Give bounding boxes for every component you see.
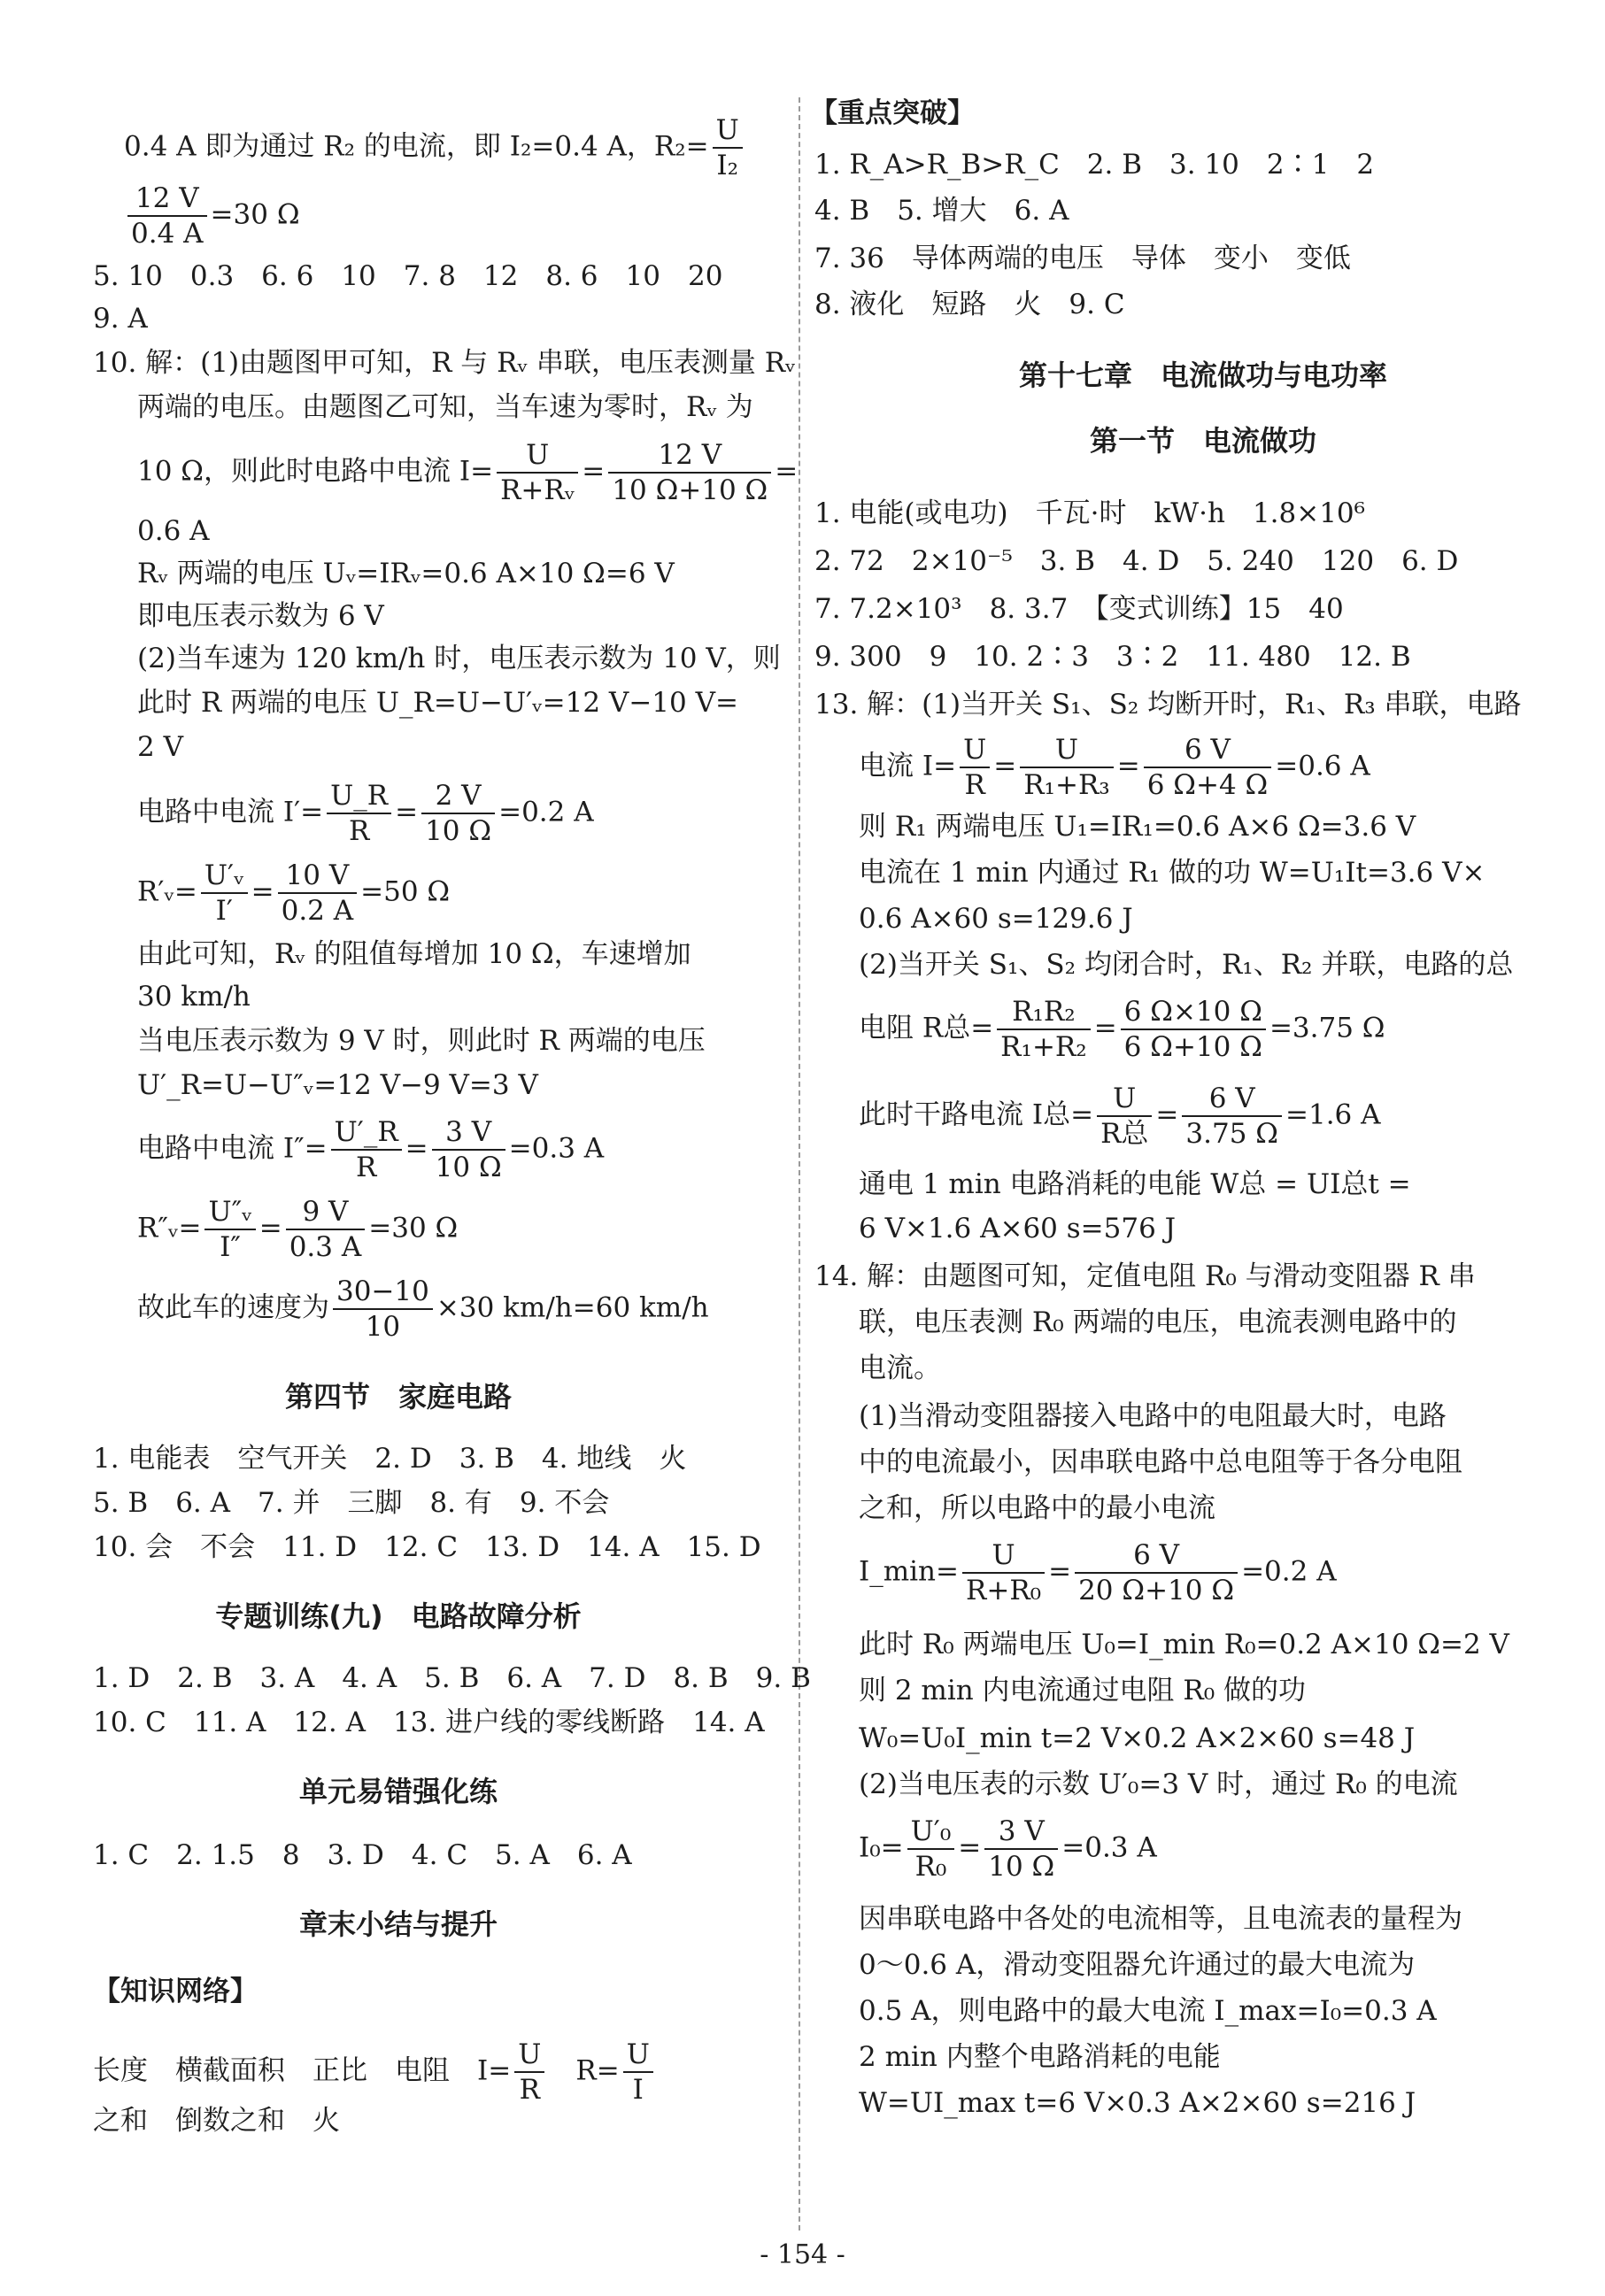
text: 故此车的速度为 (137, 1291, 329, 1324)
denominator: R (348, 815, 370, 847)
answer-line: 电阻 R总= $\frac{\text{R₁R₂}}{\text{R₁+R₂}}$ = $\frac{6 \Omega\times 10 \Omega}{6 \Omega+10 \Omega}$ =3.75 Ω (859, 996, 1385, 1063)
fraction (514, 2038, 544, 2107)
column-divider (799, 97, 800, 2231)
numerator: 12 V (608, 438, 771, 474)
answer-line: 2. 72 2×10⁻⁵ 3. B 4. D 5. 240 120 6. D (814, 545, 1459, 577)
answer-line: 则 2 min 内电流通过电阻 R₀ 做的功 (859, 1675, 1307, 1707)
numerator: U″ᵥ (204, 1195, 255, 1230)
text: R= (575, 2054, 620, 2087)
fraction (1144, 733, 1272, 802)
denominator: R₁+R₃ (1023, 769, 1110, 801)
answer-line: Rᵥ 两端的电压 Uᵥ=IRᵥ=0.6 A×10 Ω=6 V (137, 558, 675, 589)
fraction (713, 113, 743, 182)
answer-line: 0.5 A，则电路中的最大电流 I_max=I₀=0.3 A (859, 1995, 1437, 2027)
answer-line: 10. 解：(1)由题图甲可知，R 与 Rᵥ 串联，电压表测量 Rᵥ (93, 347, 796, 379)
section-heading: 单元易错强化练 (298, 1775, 498, 1808)
denominator: R (355, 1152, 377, 1183)
numerator: U (514, 2038, 544, 2073)
denominator: 10 (365, 1311, 401, 1343)
numerator: 3 V (984, 1814, 1058, 1850)
bracket-heading: 【重点突破】 (810, 97, 975, 129)
denominator: 0.4 A (131, 218, 204, 250)
answer-line: 1. R_A>R_B>R_C 2. B 3. 10 2∶1 2 (814, 149, 1375, 181)
text: =1.6 A (1285, 1098, 1381, 1131)
fraction (984, 1814, 1058, 1884)
answer-line (124, 113, 746, 182)
answer-line: 1. C 2. 1.5 8 3. D 4. C 5. A 6. A (93, 1839, 632, 1871)
page-number: - 154 - (760, 2239, 845, 2270)
answer-line: 此时 R 两端的电压 U_R=U−U′ᵥ=12 V−10 V= (137, 687, 738, 719)
answer-line: 两端的电压。由题图乙可知，当车速为零时，Rᵥ 为 (137, 391, 753, 423)
numerator: U′_R (331, 1115, 402, 1151)
section-heading: 第四节 家庭电路 (284, 1380, 512, 1414)
bracket-heading: 【知识网络】 (93, 1976, 258, 2007)
fraction (1075, 1538, 1238, 1607)
answer-line: 8. 液化 短路 火 9. C (814, 289, 1125, 320)
answer-line: 电流 I= $\frac{U}{R}$ = $\frac{U}{\text{R₁+R₃}}$ = $\frac{6 V}{6 \Omega+4 \Omega}$ =0.6 A (859, 734, 1370, 801)
numerator: U (713, 113, 743, 149)
text: 长度 横截面积 正比 电阻 I= (93, 2054, 512, 2087)
answer-line: 2 min 内整个电路消耗的电能 (859, 2041, 1221, 2073)
denominator: 3.75 Ω (1185, 1118, 1278, 1150)
fraction (997, 995, 1091, 1064)
numerator: U (960, 733, 990, 768)
answer-line: 5. 10 0.3 6. 6 10 7. 8 12 8. 6 10 20 (93, 260, 723, 292)
fraction (421, 779, 495, 848)
fraction (962, 1538, 1045, 1607)
answer-line (124, 181, 300, 250)
fraction (204, 1195, 255, 1264)
answer-line: 14. 解：由题图可知，定值电阻 R₀ 与滑动变阻器 R 串 (814, 1260, 1476, 1292)
answer-line: R″ᵥ= $\frac{\text{U″ᵥ}}{I''}$ = $\frac{9 V}{0.3 A}$ =30 Ω (137, 1196, 459, 1263)
denominator: R₀ (914, 1851, 947, 1883)
answer-line: (2)当开关 S₁、S₂ 均闭合时，R₁、R₂ 并联，电路的总 (859, 949, 1514, 981)
answer-line: 1. D 2. B 3. A 4. A 5. B 6. A 7. D 8. B 9. B (93, 1662, 811, 1694)
numerator: 12 V (127, 181, 207, 217)
text: =0.3 A (1061, 1831, 1157, 1864)
fraction (286, 1195, 366, 1264)
fraction (623, 2038, 653, 2107)
text: =0.6 A (1275, 750, 1370, 782)
fraction (432, 1115, 505, 1184)
denominator: 10 Ω (425, 815, 492, 847)
text: 10 Ω，则此时电路中电流 I= (137, 455, 494, 488)
text: =0.2 A (498, 796, 594, 828)
answer-line: I_min= $\frac{U}{\text{R+R₀}}$ = $\frac{6 V}{20 \Omega+10 \Omega}$ =0.2 A (859, 1539, 1337, 1606)
text: =50 Ω (360, 875, 451, 908)
text: 0.4 A 即为通过 R₂ 的电流，即 I₂=0.4 A，R₂= (124, 130, 709, 163)
text: 电流 I= (859, 750, 957, 782)
answer-line: I₀= $\frac{\text{U′₀}}{\text{R₀}}$ = $\frac{3 V}{10 \Omega}$ =0.3 A (859, 1815, 1157, 1883)
answer-line (93, 2038, 657, 2107)
answer-line: (1)当滑动变阻器接入电路中的电阻最大时，电路 (859, 1400, 1447, 1432)
answer-line (137, 1275, 709, 1344)
fraction (960, 733, 990, 802)
text: R″ᵥ= (137, 1212, 202, 1244)
text: = (775, 455, 799, 488)
answer-line: 电路中电流 I′= $\frac{U\_R}{R}$ = $\frac{2 V}{10 \Omega}$ =0.2 A (137, 780, 594, 847)
fraction (127, 181, 207, 250)
section-heading: 章末小结与提升 (298, 1907, 498, 1941)
answer-line: 中的电流最小，因串联电路中总电阻等于各分电阻 (859, 1446, 1462, 1478)
numerator: U′ᵥ (201, 859, 248, 894)
denominator: R总 (1100, 1118, 1149, 1150)
answer-line: W=UI_max t=6 V×0.3 A×2×60 s=216 J (859, 2087, 1416, 2119)
answer-line: 4. B 5. 增大 6. A (814, 195, 1069, 227)
answer-line: 此时 R₀ 两端电压 U₀=I_min R₀=0.2 A×10 Ω=2 V (859, 1629, 1509, 1660)
answer-line: (2)当电压表的示数 U′₀=3 V 时，通过 R₀ 的电流 (859, 1768, 1458, 1800)
numerator: U′₀ (907, 1814, 955, 1850)
chapter-heading: 第十七章 电流做功与电功率 (1018, 358, 1387, 392)
answer-line: 1. 电能(或电功) 千瓦·时 kW·h 1.8×10⁶ (814, 497, 1366, 529)
denominator: I (632, 2074, 644, 2106)
answer-line: 当电压表示数为 9 V 时，则此时 R 两端的电压 (137, 1025, 706, 1057)
answer-line: 30 km/h (137, 981, 251, 1013)
answer-line: 此时干路电流 I总= $\frac{U}{\text{R总}}$ = $\frac{6 V}{3.75 \Omega}$ =1.6 A (859, 1083, 1381, 1150)
fraction (333, 1275, 433, 1344)
answer-line: 9. A (93, 303, 148, 335)
fraction (201, 859, 248, 928)
text: =0.3 A (508, 1132, 605, 1165)
fraction (331, 1115, 402, 1184)
answer-line: 5. B 6. A 7. 并 三脚 8. 有 9. 不会 (93, 1487, 610, 1519)
denominator: I₂ (716, 150, 739, 181)
answer-line: 由此可知，Rᵥ 的阻值每增加 10 Ω，车速增加 (137, 938, 691, 970)
answer-line: R′ᵥ= $\frac{\text{U′ᵥ}}{I'}$ = $\frac{10 V}{0.2 A}$ =50 Ω (137, 859, 451, 927)
answer-line: 6 V×1.6 A×60 s=576 J (859, 1213, 1177, 1244)
denominator: R (519, 2074, 540, 2106)
fraction (1097, 1082, 1152, 1151)
numerator: U (962, 1538, 1045, 1574)
denominator: R (964, 769, 985, 801)
numerator: 30−10 (333, 1275, 433, 1310)
answer-line: 联，电压表测 R₀ 两端的电压，电流表测电路中的 (859, 1306, 1457, 1338)
denominator: 0.2 A (281, 895, 354, 927)
text: 电路中电流 I′= (137, 796, 324, 828)
numerator: U (1020, 733, 1114, 768)
numerator: 6 Ω×10 Ω (1121, 995, 1266, 1030)
denominator: 20 Ω+10 Ω (1078, 1575, 1235, 1606)
text: 电路中电流 I″= (137, 1132, 328, 1165)
text: ×30 km/h=60 km/h (436, 1291, 709, 1324)
denominator: I′ (215, 895, 233, 927)
numerator: 9 V (286, 1195, 366, 1230)
denominator: R₁+R₂ (1000, 1031, 1087, 1063)
denominator: 0.3 A (289, 1231, 362, 1263)
fraction (907, 1814, 955, 1884)
answer-line: 1. 电能表 空气开关 2. D 3. B 4. 地线 火 (93, 1443, 687, 1475)
answer-line: 10. 会 不会 11. D 12. C 13. D 14. A 15. D (93, 1531, 761, 1563)
denominator: 10 Ω (435, 1152, 502, 1183)
answer-line: 通电 1 min 电路消耗的电能 W总 = UI总t = (859, 1168, 1411, 1200)
numerator: U_R (327, 779, 391, 814)
answer-line: 电流。 (859, 1352, 941, 1384)
answer-line: 7. 36 导体两端的电压 导体 变小 变低 (814, 243, 1351, 274)
answer-line: 0～0.6 A，滑动变阻器允许通过的最大电流为 (859, 1949, 1416, 1981)
section-heading: 专题训练(九) 电路故障分析 (215, 1599, 582, 1633)
numerator: 6 V (1075, 1538, 1238, 1574)
fraction (327, 779, 391, 848)
text: =3.75 Ω (1269, 1012, 1385, 1044)
numerator: R₁R₂ (997, 995, 1091, 1030)
numerator: U (1097, 1082, 1152, 1117)
denominator: I″ (220, 1231, 241, 1263)
fraction (608, 438, 771, 507)
answer-line: 13. 解：(1)当开关 S₁、S₂ 均断开时，R₁、R₃ 串联，电路 (814, 689, 1522, 720)
fraction (1121, 995, 1266, 1064)
numerator: U (623, 2038, 653, 2073)
answer-line: 则 R₁ 两端电压 U₁=IR₁=0.6 A×6 Ω=3.6 V (859, 811, 1416, 843)
text: = (582, 455, 606, 488)
answer-line (137, 438, 798, 507)
section-heading: 第一节 电流做功 (1089, 424, 1316, 458)
numerator: 3 V (432, 1115, 505, 1151)
fraction (1020, 733, 1114, 802)
answer-line: 之和，所以电路中的最小电流 (859, 1492, 1215, 1524)
fraction (497, 438, 578, 507)
text: 电阻 R总= (859, 1012, 994, 1044)
answer-line: 2 V (137, 731, 183, 763)
text: =30 Ω (368, 1212, 459, 1244)
text: I_min= (859, 1555, 959, 1588)
denominator: 10 Ω+10 Ω (612, 474, 768, 506)
answer-line: 之和 倒数之和 火 (93, 2105, 340, 2137)
fraction (1182, 1082, 1282, 1151)
answer-line: U′_R=U−U″ᵥ=12 V−9 V=3 V (137, 1069, 538, 1101)
answer-line: 电流在 1 min 内通过 R₁ 做的功 W=U₁It=3.6 V× (859, 857, 1485, 889)
numerator: 6 V (1144, 733, 1272, 768)
denominator: 10 Ω (988, 1851, 1055, 1883)
answer-line: W₀=U₀I_min t=2 V×0.2 A×2×60 s=48 J (859, 1722, 1416, 1754)
denominator: 6 Ω+4 Ω (1146, 769, 1269, 801)
numerator: U (497, 438, 578, 474)
fraction (278, 859, 358, 928)
answer-line: 7. 7.2×10³ 8. 3.7 【变式训练】15 40 (814, 593, 1344, 625)
denominator: R+R₀ (966, 1575, 1042, 1606)
answer-line: 9. 300 9 10. 2∶3 3∶2 11. 480 12. B (814, 641, 1411, 673)
answer-line: 0.6 A (137, 515, 210, 547)
text: =30 Ω (210, 198, 300, 231)
denominator: R+Rᵥ (500, 474, 575, 506)
answer-line: 因串联电路中各处的电流相等，且电流表的量程为 (859, 1903, 1462, 1935)
numerator: 10 V (278, 859, 358, 894)
answer-line: (2)当车速为 120 km/h 时，电压表示数为 10 V，则 (137, 643, 781, 674)
answer-line: 0.6 A×60 s=129.6 J (859, 903, 1133, 935)
text: R′ᵥ= (137, 875, 197, 908)
denominator: 6 Ω+10 Ω (1123, 1031, 1262, 1063)
answer-line: 即电压表示数为 6 V (137, 600, 384, 632)
text: 此时干路电流 I总= (859, 1098, 1094, 1131)
answer-line: 10. C 11. A 12. A 13. 进户线的零线断路 14. A (93, 1707, 765, 1738)
answer-line: 电路中电流 I″= $\frac{U'\_R}{R}$ = $\frac{3 V}{10 \Omega}$ =0.3 A (137, 1116, 605, 1183)
text: =0.2 A (1241, 1555, 1337, 1588)
text: I₀= (859, 1831, 904, 1864)
numerator: 2 V (421, 779, 495, 814)
numerator: 6 V (1182, 1082, 1282, 1117)
